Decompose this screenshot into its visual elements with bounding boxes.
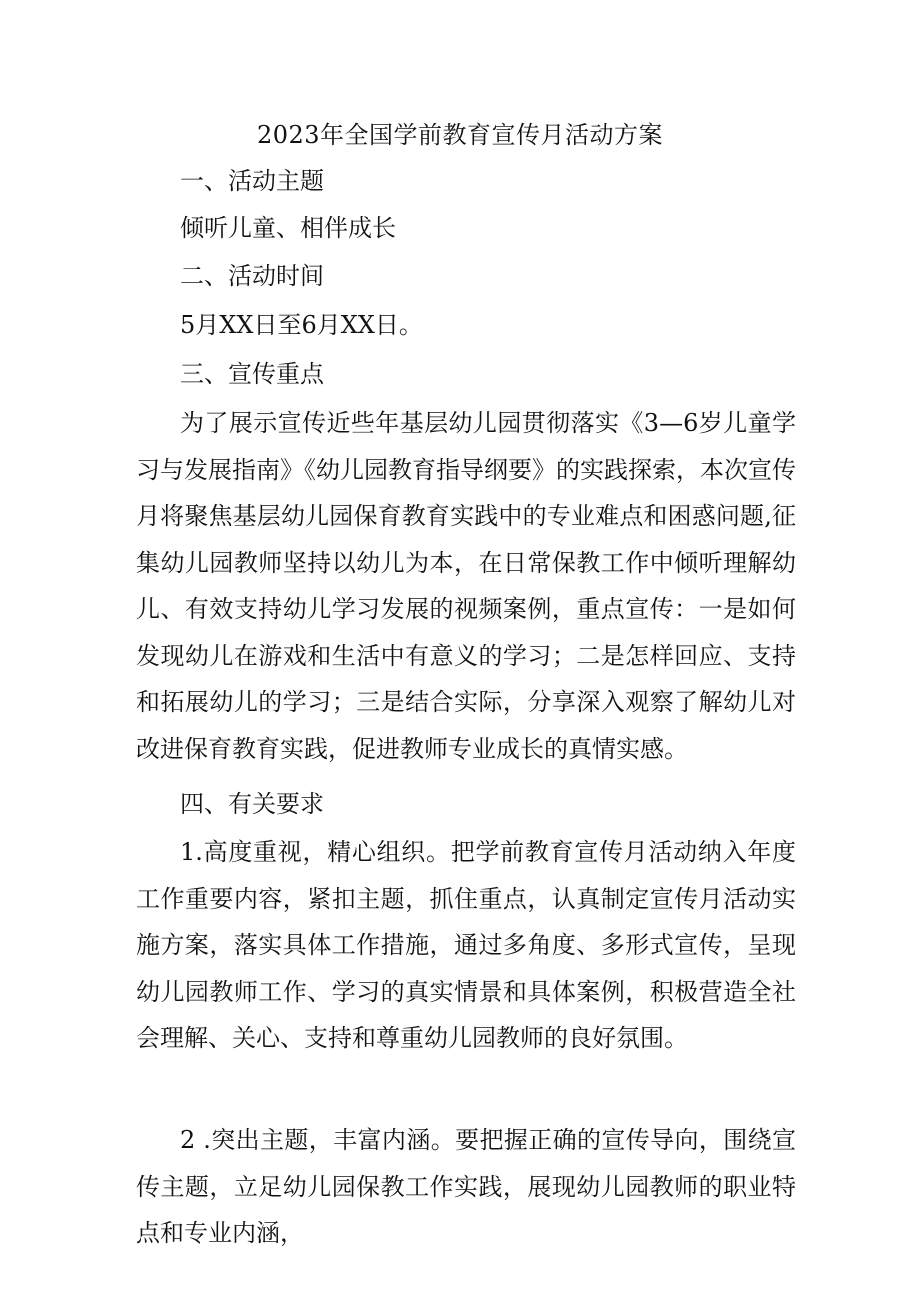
requirement-2: 2 .突出主题，丰富内涵。要把握正确的宣传导向，围绕宣传主题，立足幼儿园保教工作实践，展现幼儿园教师的职业特点和专业内涵， — [136, 1126, 796, 1247]
document-title: 2023年全国学前教育宣传月活动方案 — [256, 121, 664, 149]
section1-heading: 一、活动主题 — [180, 167, 324, 195]
section3-heading: 三、宣传重点 — [180, 360, 324, 388]
section3-body: 为了展示宣传近些年基层幼儿园贯彻落实《3—6岁儿童学习与发展指南》《幼儿园教育指导纲要》的实践探索，本次宣传月将聚焦基层幼儿园保育教育实践中的专业难点和困惑问题,征集幼儿园教师坚持以幼儿为本，在日常保教工作中倾听理解幼儿、有效支持幼儿学习发展的视频案例，重点宣传：一是如何发现幼儿在游戏和生活中有意义的学习；二是怎样回应、支持和拓展幼儿的学习；三是结合实际，分享深入观察了解幼儿对改进保育教育实践，促进教师专业成长的真情实感。 — [136, 409, 796, 763]
requirement-1: 1.高度重视，精心组织。把学前教育宣传月活动纳入年度工作重要内容，紧扣主题，抓住重点，认真制定宣传月活动实施方案，落实具体工作措施，通过多角度、多形式宣传，呈现幼儿园教师工作、学习的真实情景和具体案例，积极营造全社会理解、关心、支持和尊重幼儿园教师的良好氛围。 — [136, 838, 796, 1052]
section4-heading: 四、有关要求 — [180, 790, 324, 818]
section2-body: 5月XX日至6月XX日。 — [180, 311, 423, 339]
section1-body: 倾听儿童、相伴成长 — [180, 214, 396, 242]
section2-heading: 二、活动时间 — [180, 262, 324, 290]
